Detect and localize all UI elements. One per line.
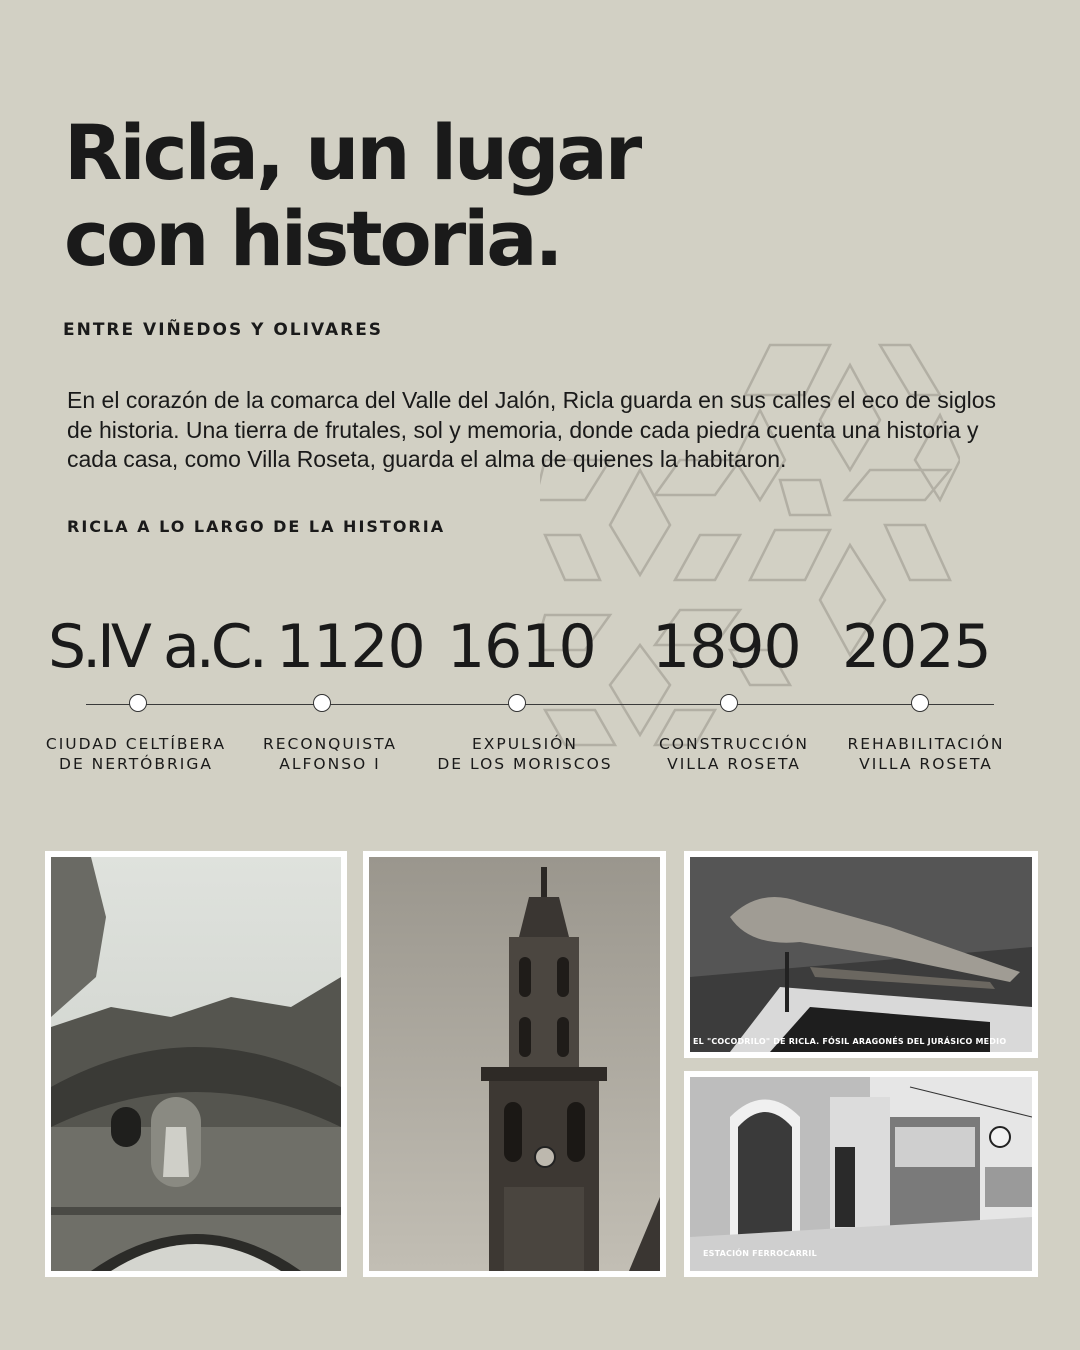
event-1-line-1: CIUDAD CELTÍBERA [45, 735, 227, 753]
event-4-line-2: VILLA ROSETA [667, 755, 801, 773]
event-5-line-2: VILLA ROSETA [859, 755, 993, 773]
timeline-dot-5 [911, 694, 929, 712]
section-subtitle: ENTRE VIÑEDOS Y OLIVARES [63, 320, 384, 340]
title-line-1: Ricla, un lugar [64, 108, 640, 197]
timeline-dot-4 [720, 694, 738, 712]
fossil-caption: EL "COCODRILO" DE RICLA. FÓSIL ARAGONÉS DEL JURÁSICO MEDIO [693, 1037, 1007, 1046]
photo-railway-station [684, 1071, 1038, 1277]
event-3-line-1: EXPULSIÓN [472, 735, 578, 753]
event-2-line-2: ALFONSO I [279, 755, 381, 773]
timeline-event-3 [410, 734, 640, 774]
timeline-dot-2 [313, 694, 331, 712]
year-2: 1120 [276, 612, 425, 682]
photo-crocodile-fossil [684, 851, 1038, 1058]
timeline-dot-1 [129, 694, 147, 712]
photo-church-tower [363, 851, 666, 1277]
intro-paragraph: En el corazón de la comarca del Valle del Jalón, Ricla guarda en sus calles el eco de siglos de historia. Una tierra de frutales, sol y memoria, donde cada piedra cuenta una historia y cada casa, como Villa Roseta, guarda el alma de quienes la habitaron. [67, 387, 997, 472]
event-4-line-1: CONSTRUCCIÓN [658, 735, 810, 753]
year-4: 1890 [652, 612, 801, 682]
event-5-line-1: REHABILITACIÓN [847, 735, 1005, 753]
title-line-2: con historia. [64, 194, 561, 283]
crocodile-fossil-photo-icon [690, 857, 1032, 1052]
railway-station-photo-icon [690, 1077, 1032, 1271]
event-2-line-1: RECONQUISTA [262, 735, 397, 753]
page-title [64, 110, 639, 282]
photo-arch-gate [45, 851, 347, 1277]
church-tower-photo-icon [369, 857, 660, 1271]
timeline-event-5 [811, 734, 1041, 774]
timeline-heading: RICLA A LO LARGO DE LA HISTORIA [67, 517, 446, 536]
station-caption: ESTACIÓN FERROCARRIL [703, 1249, 817, 1258]
timeline-line [86, 704, 994, 705]
year-1: S.IV a.C. [48, 612, 264, 682]
arch-gate-photo-icon [51, 857, 341, 1271]
event-3-line-2: DE LOS MORISCOS [437, 755, 613, 773]
year-5: 2025 [842, 612, 991, 682]
year-3: 1610 [447, 612, 596, 682]
event-1-line-2: DE NERTÓBRIGA [59, 755, 213, 773]
timeline-dot-3 [508, 694, 526, 712]
